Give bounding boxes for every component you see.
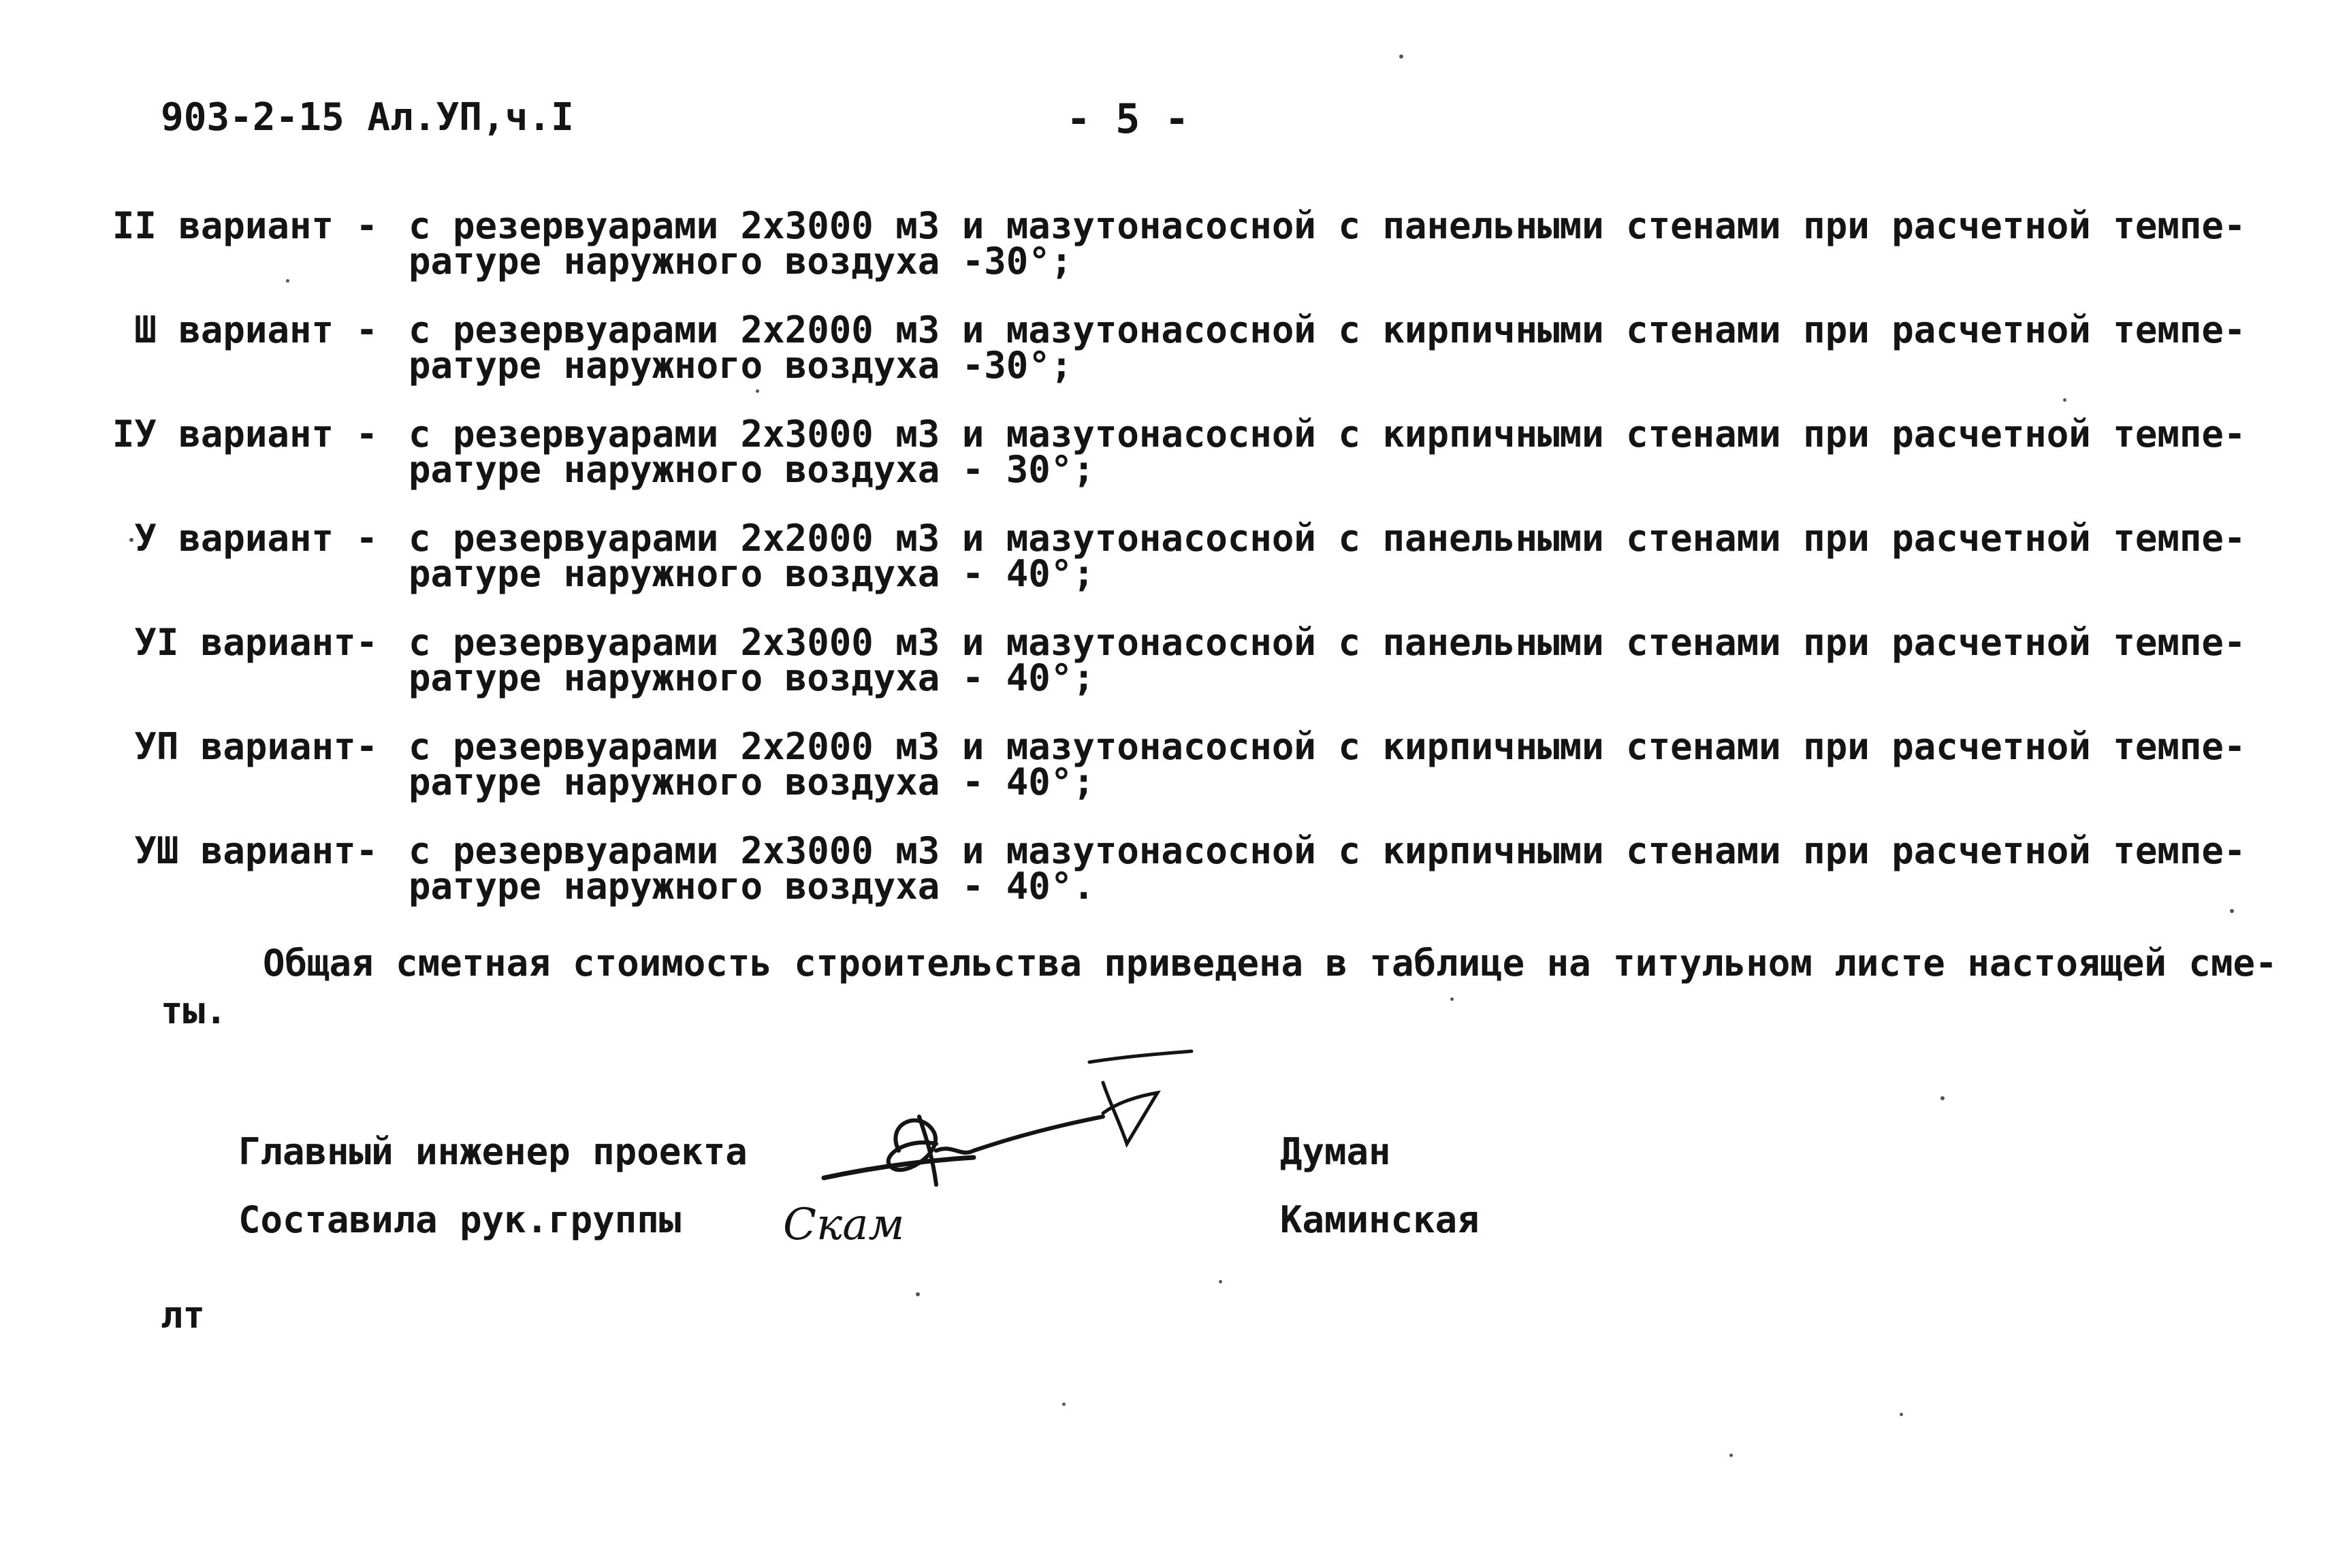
scan-speck: [2063, 398, 2066, 402]
scan-speck: [129, 538, 133, 542]
variants-list: [0, 204, 2332, 933]
variant-label: УI вариант-: [134, 621, 378, 664]
variant-text-line: ратуре наружного воздуха - 40°;: [409, 552, 1095, 595]
svg-text:Скам: Скам: [783, 1200, 905, 1250]
signature-row-group-lead: [238, 1198, 1940, 1253]
scan-speck: [286, 279, 289, 283]
variant-item: [0, 308, 2332, 413]
variant-item: [0, 725, 2332, 829]
page-header: [161, 95, 2203, 157]
variant-text-line: с резервуарами 2х3000 м3 и мазутонасосной с панельными стенами при расчетной темпе-: [409, 621, 2246, 664]
variant-label: УШ вариант-: [134, 829, 378, 872]
scan-speck: [1062, 1403, 1066, 1406]
variant-text-line: с резервуарами 2х3000 м3 и мазутонасосной с кирпичными стенами при расчетной темпе-: [409, 829, 2246, 872]
variant-text-line: ратуре наружного воздуха - 40°;: [409, 656, 1095, 699]
document-code: 903-2-15 Ал.УП,ч.I: [161, 95, 574, 140]
variant-text-line: ратуре наружного воздуха - 30°;: [409, 448, 1095, 491]
variant-text-line: ратуре наружного воздуха -30°;: [409, 344, 1073, 387]
scan-speck: [1450, 997, 1454, 1001]
scan-speck: [1399, 54, 1403, 59]
summary-line: Общая сметная стоимость строительства приведена в таблице на титульном листе настоящей сме-: [263, 942, 2278, 985]
variant-text-line: ратуре наружного воздуха - 40°;: [409, 761, 1095, 803]
scan-speck: [1940, 1096, 1945, 1100]
variant-text-line: с резервуарами 2х2000 м3 и мазутонасосной с панельными стенами при расчетной темпе-: [409, 517, 2246, 560]
page-number: - 5 -: [1066, 95, 1189, 143]
scan-speck: [2230, 909, 2234, 913]
scan-speck: [1219, 1280, 1222, 1283]
scan-speck: [916, 1292, 920, 1296]
summary-line: ты.: [161, 989, 227, 1032]
variant-label: IУ вариант -: [112, 413, 378, 455]
handwritten-initials-icon: [776, 1191, 940, 1266]
variant-item: [0, 829, 2332, 933]
signature-name: Каминская: [1280, 1198, 1480, 1241]
summary-paragraph: [161, 940, 2278, 1035]
scan-speck: [1729, 1454, 1733, 1457]
signature-role: Составила рук.группы: [238, 1198, 682, 1241]
variant-text-line: с резервуарами 2х2000 м3 и мазутонасосной с кирпичными стенами при расчетной темпе-: [409, 725, 2246, 768]
signature-block: [238, 1110, 1940, 1287]
variant-label: II вариант -: [112, 204, 378, 247]
variant-item: [0, 517, 2332, 621]
variant-label: У вариант -: [134, 517, 378, 560]
scan-speck: [756, 389, 759, 393]
variant-text-line: ратуре наружного воздуха - 40°.: [409, 865, 1095, 908]
signature-role: Главный инженер проекта: [238, 1130, 748, 1173]
variant-item: [0, 413, 2332, 517]
signature-row-chief-engineer: [238, 1130, 1940, 1185]
variant-label: Ш вариант -: [134, 308, 378, 351]
signature-name: Думан: [1280, 1130, 1391, 1173]
variant-item: [0, 621, 2332, 725]
variant-text-line: с резервуарами 2х3000 м3 и мазутонасосной с кирпичными стенами при расчетной темпе-: [409, 413, 2246, 455]
variant-text-line: с резервуарами 2х3000 м3 и мазутонасосной с панельными стенами при расчетной темпе-: [409, 204, 2246, 247]
variant-item: [0, 204, 2332, 308]
handwritten-signature-icon: [817, 1049, 1198, 1205]
variant-text-line: с резервуарами 2х2000 м3 и мазутонасосной с кирпичными стенами при расчетной темпе-: [409, 308, 2246, 351]
typist-mark: лт: [161, 1294, 206, 1337]
variant-text-line: ратуре наружного воздуха -30°;: [409, 240, 1073, 283]
variant-label: УП вариант-: [134, 725, 378, 768]
scan-speck: [1900, 1413, 1903, 1416]
